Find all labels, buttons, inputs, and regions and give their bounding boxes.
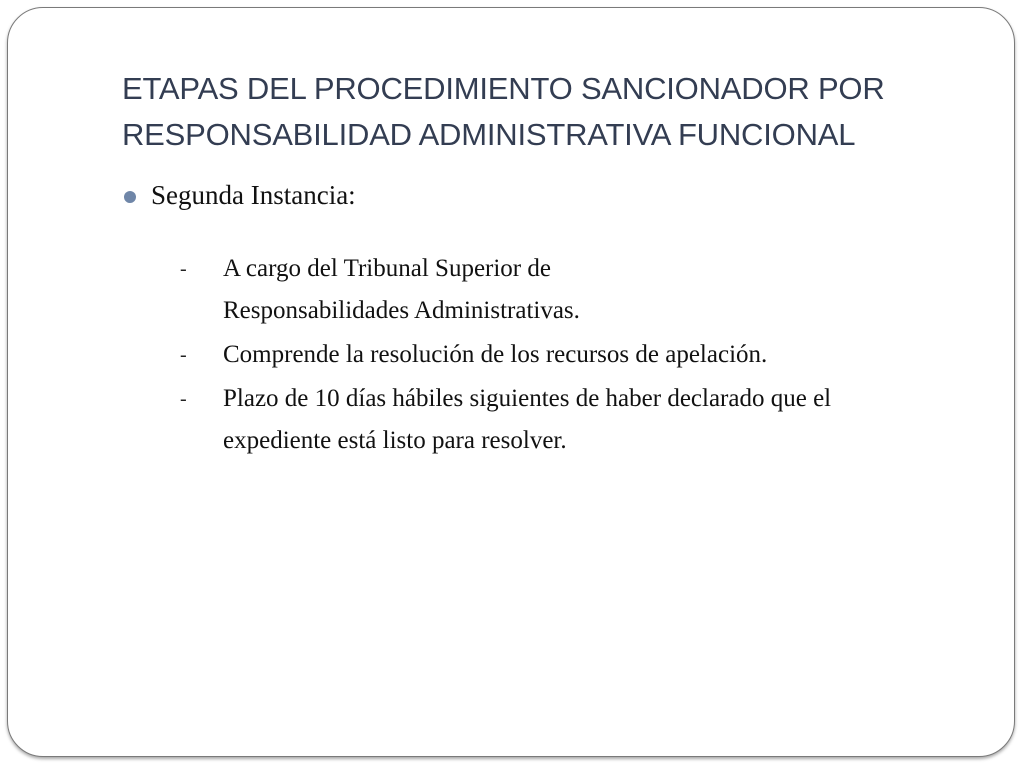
sub-item-text [223,378,980,462]
sub-item-line-2: Responsabilidades Administrativas. [223,297,580,324]
sub-item-text [223,248,980,332]
dash-marker: - [180,344,187,366]
dash-marker: - [180,388,187,410]
bullet-text: Segunda Instancia: [151,180,356,210]
sub-list [180,248,980,464]
bullet-item [124,180,356,211]
slide-title [122,66,982,158]
slide [7,7,1015,757]
sub-list-item [180,334,980,376]
sub-item-line-1: A cargo del Tribunal Superior de [223,255,551,282]
title-line-2: RESPONSABILIDAD ADMINISTRATIVA FUNCIONAL [122,117,856,152]
dash-marker: - [180,258,187,280]
sub-item-line-1: Comprende la resolución de los recursos de apelación. [223,341,768,368]
sub-list-item [180,378,980,462]
bullet-dot-icon [124,191,136,203]
sub-list-item [180,248,980,332]
sub-item-line-2: expediente está listo para resolver. [223,427,567,454]
title-line-1: ETAPAS DEL PROCEDIMIENTO SANCIONADOR POR [122,71,885,106]
sub-item-text [223,334,980,376]
sub-item-line-1: Plazo de 10 días hábiles siguientes de haber declarado que el [223,385,832,412]
